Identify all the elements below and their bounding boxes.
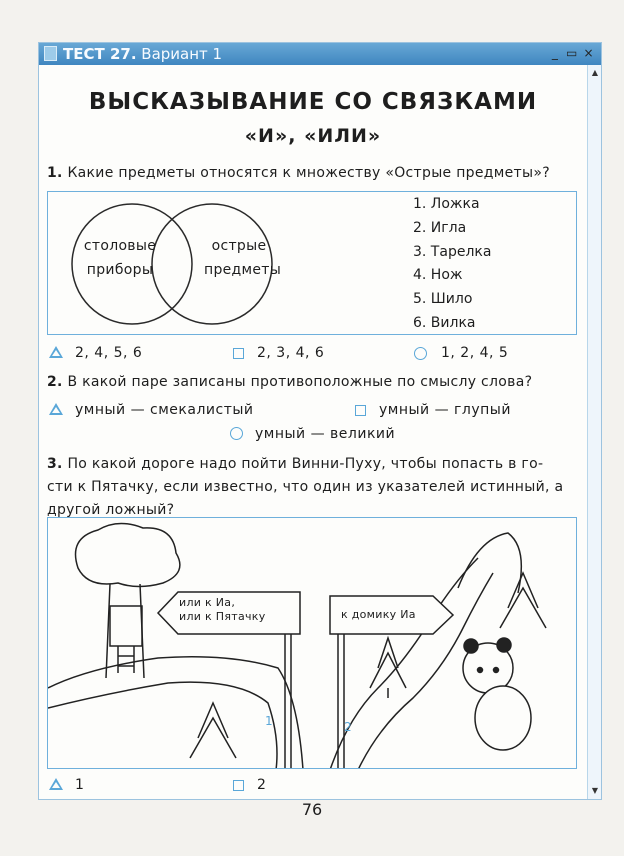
q1-option-a[interactable]: 2, 4, 5, 6 xyxy=(75,345,143,361)
q2-option-b[interactable]: умный — глупый xyxy=(379,402,511,418)
road-right xyxy=(330,558,478,769)
variant-label: Вариант 1 xyxy=(136,45,223,63)
window-titlebar xyxy=(39,43,601,65)
sign-left-line-1: или к Иа, xyxy=(179,596,236,609)
venn-left-line-1: столовые xyxy=(83,238,157,254)
question-3 xyxy=(47,453,563,522)
ladder xyxy=(118,646,134,673)
list-item: 4. Нож xyxy=(413,267,463,284)
scroll-down-arrow-icon[interactable]: ▼ xyxy=(591,786,599,795)
pine-tree xyxy=(370,638,406,698)
square-option-icon[interactable] xyxy=(233,780,244,791)
square-option-icon[interactable] xyxy=(355,405,366,416)
road-label-2: 2 xyxy=(344,720,352,734)
question-3-number: 3. xyxy=(47,456,63,472)
q2-option-c[interactable]: умный — великий xyxy=(255,426,396,442)
venn-right-line-1: острые xyxy=(211,238,267,254)
venn-right-line-2: предметы xyxy=(204,262,282,278)
road-left xyxy=(48,657,303,769)
page-title: ВЫСКАЗЫВАНИЕ СО СВЯЗКАМИ xyxy=(88,89,538,115)
window-title xyxy=(63,45,222,63)
q1-option-b[interactable]: 2, 3, 4, 6 xyxy=(257,345,325,361)
venn-box xyxy=(47,191,577,335)
question-1-text: Какие предметы относятся к множеству «Острые предметы»? xyxy=(67,165,550,181)
question-2-text: В какой паре записаны противоположные по смыслу слова? xyxy=(67,374,533,390)
circle-option-icon[interactable] xyxy=(414,347,427,360)
test-window xyxy=(38,42,602,800)
illustration-box xyxy=(47,517,577,769)
question-3-line-2: сти к Пятачку, если известно, что один из указателей истинный, а xyxy=(47,479,564,495)
triangle-option-icon[interactable] xyxy=(49,346,63,358)
q3-option-b[interactable]: 2 xyxy=(257,777,267,793)
minimize-button[interactable]: _ xyxy=(551,46,558,60)
sign-right-text: к домику Иа xyxy=(341,608,416,621)
question-1 xyxy=(47,165,550,181)
list-item: 5. Шило xyxy=(413,291,473,308)
list-item: 1. Ложка xyxy=(413,196,480,212)
q3-option-a[interactable]: 1 xyxy=(75,777,85,793)
triangle-option-icon[interactable] xyxy=(49,403,63,415)
pooh-body xyxy=(475,686,531,750)
q2-option-a[interactable]: умный — смекалистый xyxy=(75,402,254,418)
window-controls xyxy=(548,46,595,60)
question-3-line-1 xyxy=(47,453,563,476)
maximize-button[interactable]: ▭ xyxy=(566,46,578,60)
question-2-number: 2. xyxy=(47,374,63,390)
triangle-option-icon[interactable] xyxy=(49,778,63,790)
sign-left-line-2: или к Пятачку xyxy=(179,610,266,623)
pine-tree xyxy=(190,703,236,758)
test-number: ТЕСТ 27. xyxy=(63,45,137,63)
question-3-line-3: другой ложный? xyxy=(47,502,175,518)
tree-house xyxy=(110,606,142,646)
pine-tree xyxy=(500,573,546,628)
tree-crown xyxy=(76,523,180,586)
items-list xyxy=(413,193,491,336)
question-2 xyxy=(47,374,532,390)
question-1-number: 1. xyxy=(47,165,63,181)
winnie-road-illustration xyxy=(48,518,577,769)
circle-option-icon[interactable] xyxy=(230,427,243,440)
scroll-up-arrow-icon[interactable]: ▲ xyxy=(591,68,599,77)
list-item: 2. Игла xyxy=(413,219,467,236)
list-item: 6. Вилка xyxy=(413,314,476,331)
venn-left-line-2: приборы xyxy=(86,262,154,278)
venn-left-label xyxy=(80,234,160,282)
document-icon xyxy=(44,46,57,61)
pooh-ear xyxy=(497,638,511,652)
page-subtitle: «И», «ИЛИ» xyxy=(244,125,382,147)
q1-option-c[interactable]: 1, 2, 4, 5 xyxy=(441,345,509,361)
road-left-edge xyxy=(48,682,277,769)
sign-left-text xyxy=(179,596,266,624)
close-button[interactable]: × xyxy=(583,46,594,60)
list-item: 3. Тарелка xyxy=(413,243,492,260)
venn-right-label xyxy=(204,234,282,282)
dead-tree xyxy=(458,533,521,593)
road-label-1: 1 xyxy=(265,714,273,728)
pooh-ear xyxy=(464,639,478,653)
question-3-text: По какой дороге надо пойти Винни-Пуху, чтобы попасть в го- xyxy=(67,456,544,472)
vertical-scrollbar[interactable] xyxy=(587,65,601,799)
page-number: 76 xyxy=(301,800,323,819)
square-option-icon[interactable] xyxy=(233,348,244,359)
